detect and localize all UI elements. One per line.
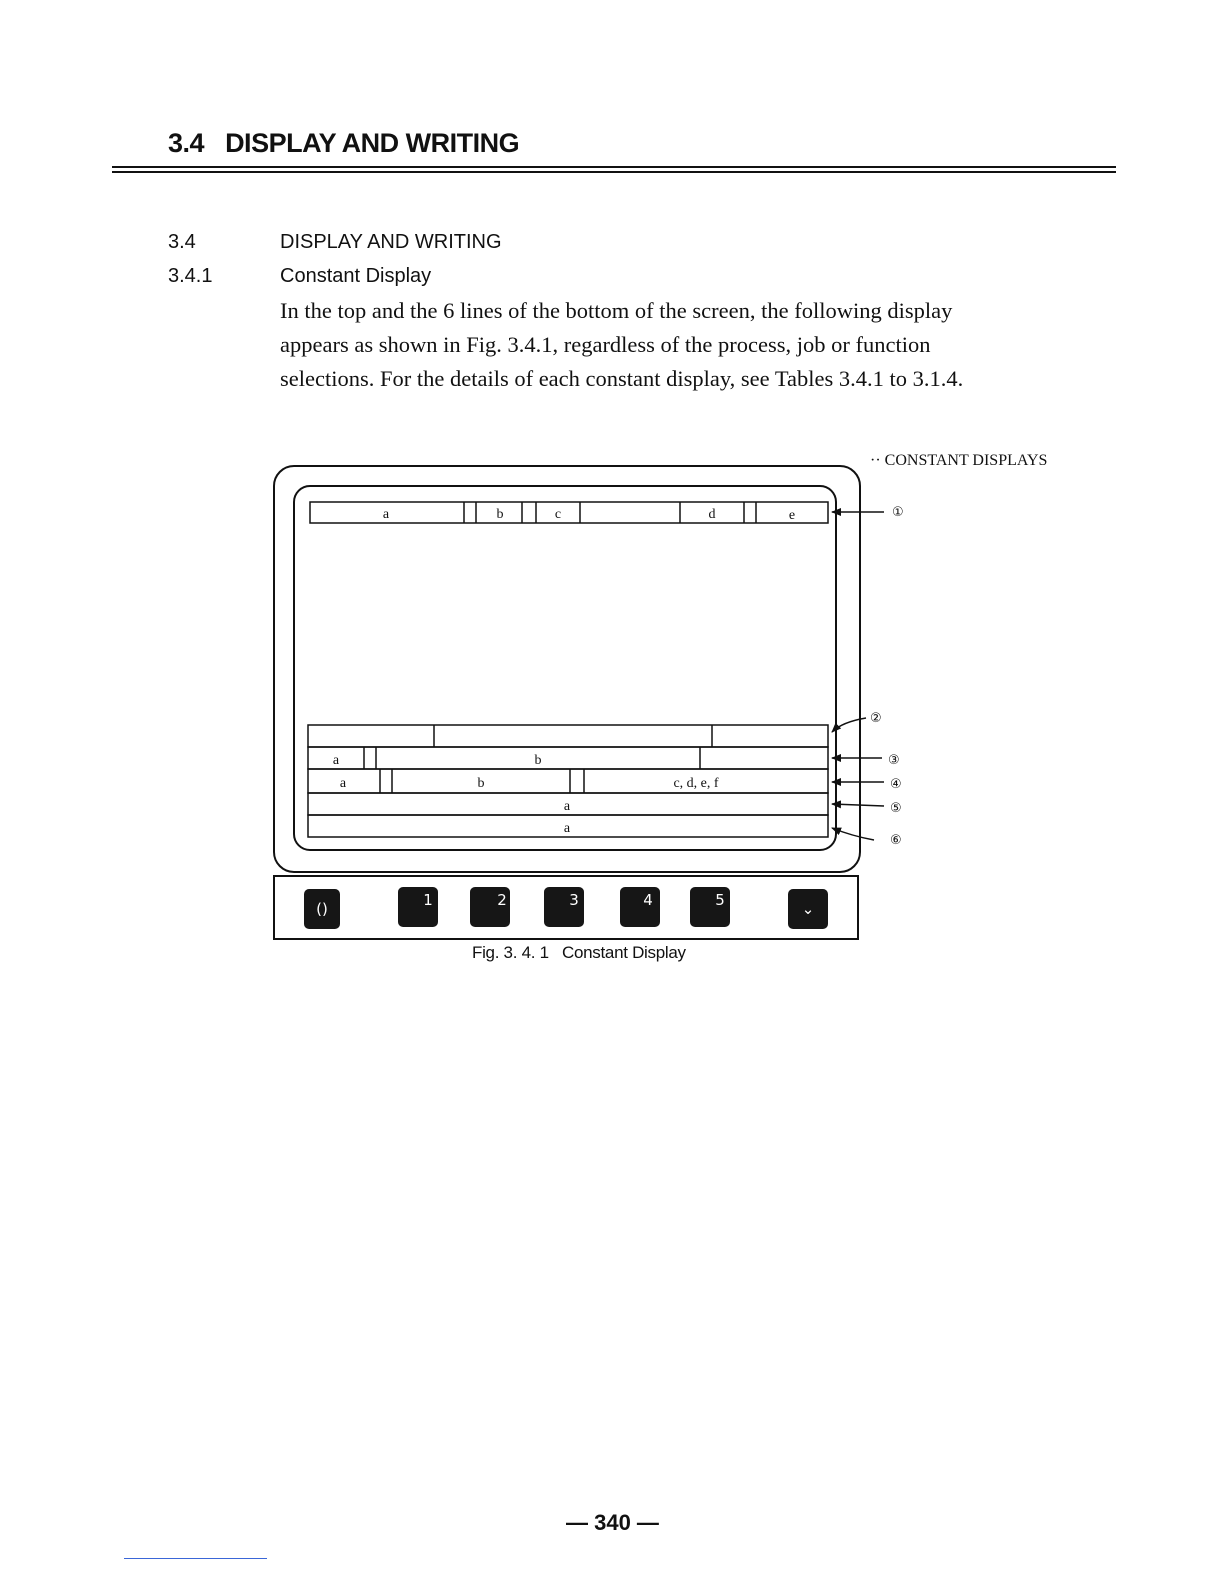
page-number: — 340 — bbox=[566, 1510, 659, 1535]
display-row-1 bbox=[310, 502, 828, 523]
row4-label-cdef: c, d, e, f bbox=[673, 776, 719, 791]
row5-label-a: a bbox=[563, 799, 571, 814]
callout-title: ·· CONSTANT DISPLAYS bbox=[870, 452, 1048, 469]
row4-label-b: b bbox=[477, 776, 485, 791]
callout-2: ② bbox=[870, 711, 882, 726]
row4-label-a: a bbox=[339, 776, 347, 791]
row6-label-a: a bbox=[563, 821, 571, 836]
function-key-3[interactable] bbox=[470, 887, 510, 927]
function-key-2-label: 1 bbox=[423, 891, 433, 909]
function-key-4[interactable] bbox=[544, 887, 584, 927]
function-key-5[interactable] bbox=[620, 887, 660, 927]
function-key-7-label: ⌄ bbox=[801, 900, 815, 918]
callout-5: ⑤ bbox=[890, 801, 902, 816]
callout-1: ① bbox=[892, 505, 904, 520]
header-rule-bottom bbox=[112, 171, 1116, 173]
figure-caption-title: Constant Display bbox=[562, 943, 686, 962]
function-key-6[interactable] bbox=[690, 887, 730, 927]
running-header bbox=[168, 128, 519, 159]
function-key-4-label: 3 bbox=[569, 891, 579, 909]
function-key-7[interactable] bbox=[788, 889, 828, 929]
display-row-4 bbox=[308, 769, 828, 793]
function-key-6-label: 5 bbox=[715, 891, 725, 909]
display-row-6 bbox=[308, 815, 828, 837]
figure-caption-number: Fig. 3. 4. 1 bbox=[472, 943, 549, 962]
body-line-1: In the top and the 6 lines of the bottom of the screen, the following display bbox=[280, 298, 953, 323]
subsection-number: 3.4.1 bbox=[168, 265, 213, 287]
row1-label-e: e bbox=[788, 508, 796, 523]
row1-label-d: d bbox=[708, 507, 716, 522]
row1-label-c: c bbox=[554, 507, 562, 522]
function-key-3-label: 2 bbox=[497, 891, 507, 909]
running-header-title: DISPLAY AND WRITING bbox=[225, 128, 520, 158]
constant-display-figure bbox=[260, 440, 1100, 980]
function-key-1-label: () bbox=[316, 900, 328, 918]
callout-3: ③ bbox=[888, 753, 900, 768]
row3-label-a: a bbox=[332, 753, 340, 768]
body-line-3: selections. For the details of each constant display, see Tables 3.4.1 to 3.1.4. bbox=[280, 366, 964, 391]
body-paragraph bbox=[280, 294, 1060, 396]
body-line-2: appears as shown in Fig. 3.4.1, regardless of the process, job or function bbox=[280, 332, 931, 357]
function-key-1[interactable] bbox=[304, 889, 340, 929]
subsection-title: Constant Display bbox=[280, 265, 432, 287]
function-key-2[interactable] bbox=[398, 887, 438, 927]
callout-arrow-6 bbox=[832, 828, 874, 840]
header-rule-top bbox=[112, 166, 1116, 168]
running-header-number: 3.4 bbox=[168, 128, 205, 158]
display-row-2 bbox=[308, 725, 828, 747]
figure-caption bbox=[472, 943, 686, 963]
row1-label-b: b bbox=[496, 507, 504, 522]
section-number: 3.4 bbox=[168, 231, 196, 253]
row3-label-b: b bbox=[534, 753, 542, 768]
display-row-5 bbox=[308, 793, 828, 815]
callout-arrow-5 bbox=[832, 804, 884, 806]
section-title: DISPLAY AND WRITING bbox=[280, 231, 502, 253]
row1-label-a: a bbox=[382, 507, 390, 522]
function-key-5-label: 4 bbox=[643, 891, 653, 909]
callout-6: ⑥ bbox=[890, 833, 902, 848]
callout-4: ④ bbox=[890, 777, 902, 792]
page-edge-line bbox=[124, 1558, 267, 1559]
screen-area bbox=[294, 486, 836, 850]
callout-arrows bbox=[832, 512, 884, 840]
display-row-3 bbox=[308, 747, 828, 769]
